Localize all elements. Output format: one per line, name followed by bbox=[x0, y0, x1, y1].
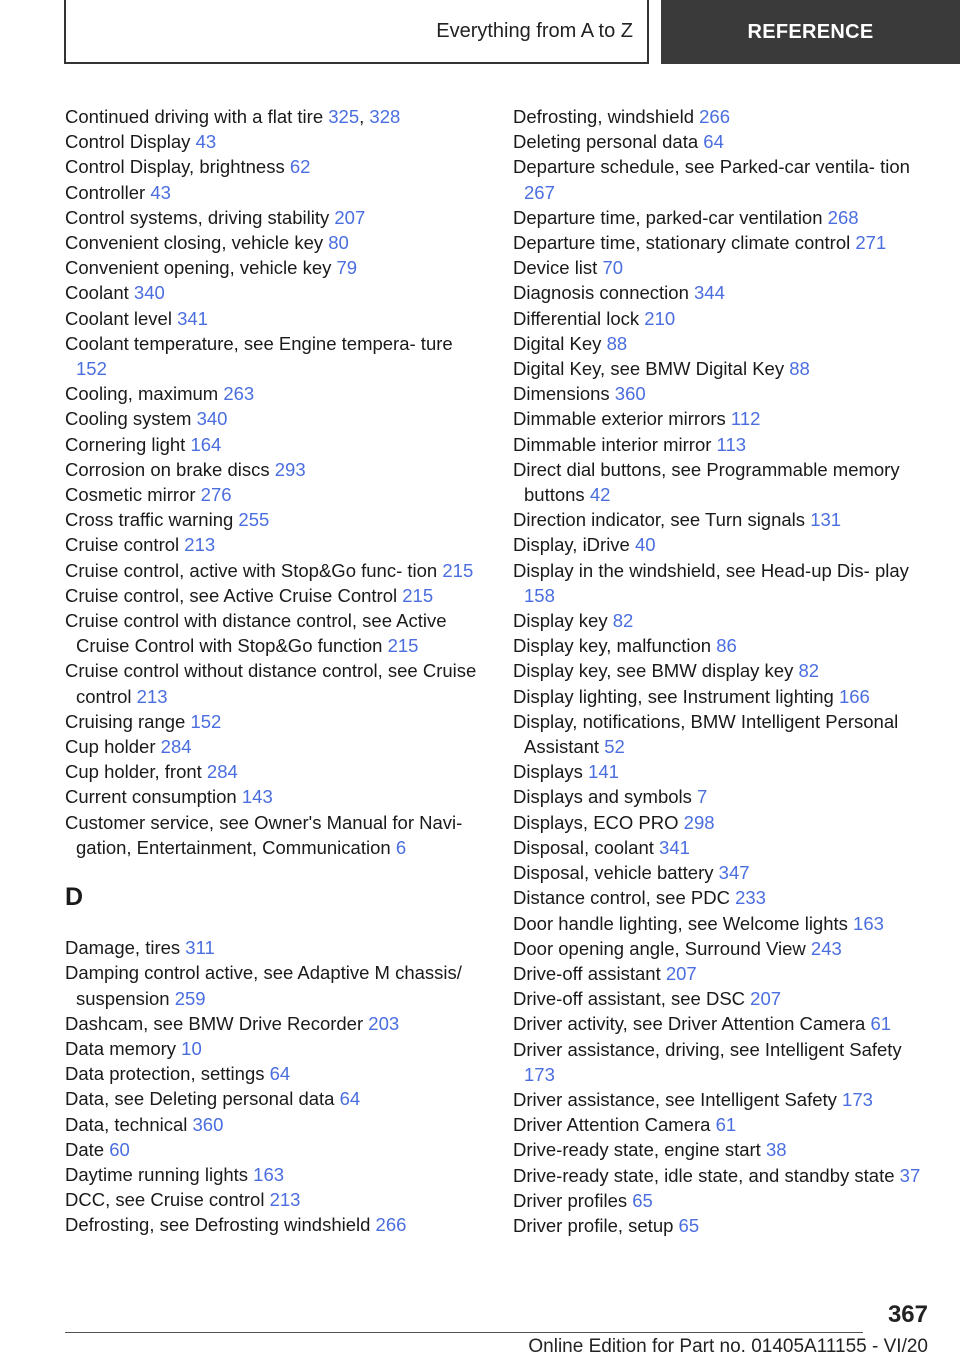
index-entry bbox=[65, 759, 480, 784]
page-reference-link[interactable]: 259 bbox=[174, 987, 206, 1009]
page-reference-link[interactable]: 266 bbox=[699, 106, 730, 127]
index-entry-term: Drive-off assistant bbox=[513, 962, 661, 984]
page-reference-link[interactable]: 43 bbox=[195, 131, 217, 153]
index-entry-term: Distance control, see PDC bbox=[513, 887, 730, 909]
index-entry bbox=[65, 1187, 480, 1212]
index-entry bbox=[513, 835, 923, 860]
index-entry-term: Cornering light bbox=[65, 433, 186, 455]
index-entry bbox=[65, 1212, 480, 1237]
page-reference-link[interactable]: 271 bbox=[855, 232, 887, 254]
index-entry bbox=[65, 608, 480, 658]
index-entry bbox=[65, 129, 480, 154]
page-reference-link[interactable]: 7 bbox=[697, 786, 708, 808]
index-entry-term: Drive-ready state, engine start bbox=[513, 1139, 761, 1161]
index-entry bbox=[65, 457, 480, 482]
page-reference-link[interactable]: 267 bbox=[524, 181, 555, 203]
index-entry-term: Control Display, brightness bbox=[65, 156, 285, 178]
page-reference-link[interactable]: 37 bbox=[899, 1164, 921, 1186]
index-entry bbox=[513, 457, 923, 507]
page-reference-link[interactable]: 328 bbox=[369, 106, 401, 127]
index-entry-term: Drive-ready state, idle state, and standby state bbox=[513, 1164, 895, 1186]
index-entry bbox=[513, 331, 923, 356]
index-entry bbox=[513, 1087, 923, 1112]
index-entry bbox=[65, 205, 480, 230]
index-entry-term: Dimmable exterior mirrors bbox=[513, 408, 726, 430]
index-entry-term: Coolant temperature, see Engine tempera‐ ture bbox=[65, 332, 453, 354]
index-entry-term: Controller bbox=[65, 181, 146, 203]
page-reference-link[interactable]: 163 bbox=[853, 912, 884, 934]
index-entry-term: Cruise control, see Active Cruise Control bbox=[65, 584, 398, 606]
index-entry-term: Dimensions bbox=[513, 383, 610, 405]
index-entry bbox=[513, 280, 923, 305]
index-entry bbox=[513, 608, 923, 633]
page-reference-link[interactable]: 70 bbox=[602, 257, 624, 279]
index-entry-term: Coolant level bbox=[65, 307, 172, 329]
index-entry-term: Driver assistance, driving, see Intelligent Safety bbox=[513, 1038, 902, 1060]
index-entry bbox=[513, 1188, 923, 1213]
page-reference-link[interactable]: 340 bbox=[196, 408, 228, 430]
index-entry bbox=[513, 911, 923, 936]
index-entry-term: Cooling, maximum bbox=[65, 383, 219, 405]
index-entry-term: Departure schedule, see Parked-car ventila‐ tion bbox=[513, 156, 910, 178]
page-reference-link[interactable]: 163 bbox=[253, 1163, 285, 1185]
index-entry bbox=[513, 205, 923, 230]
page-reference-link[interactable]: 311 bbox=[185, 937, 215, 959]
page-reference-link[interactable]: 62 bbox=[289, 156, 311, 178]
index-entry bbox=[65, 507, 480, 532]
page-reference-link[interactable]: 233 bbox=[735, 887, 766, 909]
header-section bbox=[64, 0, 649, 64]
index-entry-term: Data memory bbox=[65, 1037, 177, 1059]
index-entry-term: Data, technical bbox=[65, 1113, 188, 1135]
index-entry bbox=[513, 684, 923, 709]
page-reference-link[interactable]: 64 bbox=[339, 1088, 361, 1110]
index-entry bbox=[65, 1162, 480, 1187]
index-entry-term: Cooling system bbox=[65, 408, 192, 430]
page-reference-link[interactable]: 325 bbox=[328, 106, 360, 127]
page-reference-link[interactable]: 341 bbox=[659, 836, 690, 858]
index-entry-term: Cosmetic mirror bbox=[65, 484, 196, 506]
page-reference-link[interactable]: 88 bbox=[789, 358, 810, 380]
index-entry-term: Deleting personal data bbox=[513, 131, 699, 153]
page-reference-link[interactable]: 243 bbox=[810, 937, 842, 959]
page-reference-link[interactable]: 40 bbox=[635, 534, 656, 556]
index-entry bbox=[65, 1061, 480, 1086]
index-entry-term: Control systems, driving stability bbox=[65, 206, 330, 228]
header-section-title: Everything from A to Z bbox=[436, 19, 633, 42]
index-entry-term: Customer service, see Owner's Manual for Navi‐ gation, Entertainment, Communication bbox=[65, 811, 463, 858]
index-entry-term: Current consumption bbox=[65, 786, 237, 808]
index-entry-term: Departure time, parked-car ventilation bbox=[513, 206, 823, 228]
index-entry bbox=[513, 1037, 923, 1087]
page-reference-link[interactable]: 263 bbox=[223, 383, 255, 405]
page-reference-link[interactable]: 82 bbox=[798, 660, 820, 682]
index-entry-term: Cup holder, front bbox=[65, 761, 202, 783]
page-reference-link[interactable]: 341 bbox=[177, 307, 208, 329]
index-entry-term: Direction indicator, see Turn signals bbox=[513, 509, 806, 531]
index-entry bbox=[513, 1163, 923, 1188]
page-reference-link[interactable]: 268 bbox=[827, 206, 859, 228]
index-entry bbox=[65, 734, 480, 759]
page-reference-link[interactable]: 86 bbox=[716, 635, 737, 657]
index-entry bbox=[65, 558, 480, 583]
index-entry bbox=[65, 406, 480, 431]
index-entry bbox=[513, 759, 923, 784]
index-entry bbox=[513, 961, 923, 986]
index-entry bbox=[65, 180, 480, 205]
page-reference-link[interactable]: 266 bbox=[375, 1214, 407, 1236]
page-reference-link[interactable]: 340 bbox=[133, 282, 165, 304]
index-entry-term: Driver assistance, see Intelligent Safety bbox=[513, 1088, 837, 1110]
page-reference-link[interactable]: 213 bbox=[184, 534, 216, 556]
index-entry-term: Dimmable interior mirror bbox=[513, 433, 712, 455]
page-reference-link[interactable]: 215 bbox=[387, 635, 419, 657]
index-entry-term: Cruise control, active with Stop&Go func‐ tion bbox=[65, 559, 438, 581]
index-entry-term: Displays bbox=[513, 761, 583, 783]
page-reference-link[interactable]: 210 bbox=[644, 307, 676, 329]
footer-divider bbox=[65, 1332, 863, 1333]
page-number: 367 bbox=[887, 1301, 928, 1328]
index-entry bbox=[513, 230, 923, 255]
page-reference-link[interactable]: 88 bbox=[606, 332, 628, 354]
index-entry-term: Driver Attention Camera bbox=[513, 1114, 711, 1136]
index-entry-term: Differential lock bbox=[513, 307, 640, 329]
page-reference-link[interactable]: 42 bbox=[589, 484, 611, 506]
index-entry bbox=[513, 432, 923, 457]
page-reference-link[interactable]: 65 bbox=[632, 1189, 653, 1211]
page-reference-link[interactable]: 113 bbox=[716, 433, 747, 455]
index-entry bbox=[65, 230, 480, 255]
page-reference-link[interactable]: 152 bbox=[190, 710, 222, 732]
index-entry bbox=[65, 482, 480, 507]
index-entry bbox=[513, 507, 923, 532]
index-entry-term: Display key bbox=[513, 610, 608, 632]
header-chapter-title: REFERENCE bbox=[747, 20, 874, 43]
index-entry bbox=[65, 280, 480, 305]
index-entry-term: Convenient closing, vehicle key bbox=[65, 232, 324, 254]
page-reference-link[interactable]: 64 bbox=[269, 1063, 291, 1085]
page-reference-link[interactable]: 61 bbox=[715, 1114, 737, 1136]
page-reference-link[interactable]: 112 bbox=[730, 408, 761, 430]
index-entry-term: Departure time, stationary climate control bbox=[513, 232, 851, 254]
page-reference-link[interactable]: 360 bbox=[614, 383, 646, 405]
page-reference-link[interactable]: 64 bbox=[703, 131, 724, 153]
page-reference-link[interactable]: 173 bbox=[524, 1063, 555, 1085]
index-entry bbox=[513, 1137, 923, 1162]
page-reference-link[interactable]: 131 bbox=[810, 509, 842, 531]
index-entry bbox=[513, 154, 923, 204]
page-reference-link[interactable]: 82 bbox=[612, 610, 634, 632]
index-entry bbox=[513, 406, 923, 431]
index-entry bbox=[513, 356, 923, 381]
page-reference-link[interactable]: 65 bbox=[678, 1214, 700, 1236]
page-reference-link[interactable]: 143 bbox=[241, 786, 273, 808]
page-reference-link[interactable]: 276 bbox=[200, 484, 232, 506]
index-entry-term: Display key, see BMW display key bbox=[513, 660, 794, 682]
page-reference-link[interactable]: 152 bbox=[76, 358, 107, 380]
index-entry bbox=[65, 306, 480, 331]
index-entry-term: Control Display bbox=[65, 131, 191, 153]
index-entry bbox=[513, 936, 923, 961]
index-entry-term: Door opening angle, Surround View bbox=[513, 937, 806, 959]
index-entry-term: Convenient opening, vehicle key bbox=[65, 257, 332, 279]
page-reference-link[interactable]: 255 bbox=[238, 509, 270, 531]
index-entry-term: Digital Key, see BMW Digital Key bbox=[513, 358, 785, 380]
index-entry-term: Daytime running lights bbox=[65, 1163, 249, 1185]
index-entry-term: Disposal, coolant bbox=[513, 836, 654, 858]
index-entry bbox=[65, 381, 480, 406]
index-entry-term: Dashcam, see BMW Drive Recorder bbox=[65, 1012, 364, 1034]
index-entry-term: Data protection, settings bbox=[65, 1063, 265, 1085]
index-entry bbox=[513, 532, 923, 557]
page-reference-link[interactable]: 284 bbox=[206, 761, 238, 783]
index-entry bbox=[65, 1036, 480, 1061]
index-entry-term: Display, iDrive bbox=[513, 534, 630, 556]
index-entry bbox=[65, 532, 480, 557]
page-reference-link[interactable]: 203 bbox=[368, 1012, 400, 1034]
page-reference-link[interactable]: 213 bbox=[136, 685, 168, 707]
page-reference-link[interactable]: 158 bbox=[524, 584, 555, 606]
page-reference-link[interactable]: 6 bbox=[395, 836, 407, 858]
page-reference-link[interactable]: 215 bbox=[402, 584, 434, 606]
index-entry bbox=[65, 935, 480, 960]
index-entry bbox=[65, 810, 480, 860]
page-reference-link[interactable]: 10 bbox=[181, 1037, 202, 1059]
index-entry-term: Cruise control without distance control, see Cruise control bbox=[65, 660, 477, 707]
index-entry-term: Damage, tires bbox=[65, 937, 181, 959]
index-entry bbox=[513, 129, 923, 154]
page-reference-link[interactable]: 80 bbox=[328, 232, 349, 254]
page-reference-link[interactable]: 215 bbox=[442, 559, 474, 581]
index-entry-term: Cruise control bbox=[65, 534, 180, 556]
index-entry-term: Cruising range bbox=[65, 710, 186, 732]
index-entry: Continued driving with a flat tire 325, 328 bbox=[65, 106, 401, 127]
index-entry-term: Cruise control with distance control, see Active Cruise Control with Stop&Go function bbox=[65, 610, 447, 657]
index-entry-term: Cross traffic warning bbox=[65, 509, 234, 531]
index-entry bbox=[513, 255, 923, 280]
index-entry bbox=[513, 658, 923, 683]
index-entry-term: Display key, malfunction bbox=[513, 635, 712, 657]
index-column-right bbox=[513, 104, 923, 1238]
index-entry bbox=[65, 1137, 480, 1162]
index-entry bbox=[513, 1213, 923, 1238]
index-entry-term: Display, notifications, BMW Intelligent Personal Assistant bbox=[513, 710, 899, 758]
page-reference-link[interactable]: 347 bbox=[718, 862, 750, 884]
index-entry-term: Drive-off assistant, see DSC bbox=[513, 988, 746, 1010]
index-entry-term: Digital Key bbox=[513, 332, 602, 354]
page-reference-link[interactable]: 79 bbox=[336, 257, 358, 279]
index-entry bbox=[513, 885, 923, 910]
index-entry bbox=[65, 960, 480, 1010]
index-entry-term: Date bbox=[65, 1138, 105, 1160]
page-reference-link[interactable]: 141 bbox=[588, 761, 619, 783]
index-letter-heading: D bbox=[65, 883, 84, 912]
page-reference-link[interactable]: 60 bbox=[109, 1138, 130, 1160]
index-entry-term: Corrosion on brake discs bbox=[65, 458, 270, 480]
page-reference-link[interactable]: 38 bbox=[765, 1139, 787, 1161]
index-entry-term: Defrosting, windshield bbox=[513, 106, 694, 127]
header-chapter bbox=[661, 0, 960, 64]
index-entry bbox=[513, 860, 923, 885]
index-entry-term: Device list bbox=[513, 257, 598, 279]
index-entry bbox=[65, 432, 480, 457]
index-entry bbox=[65, 583, 480, 608]
index-entry-term: DCC, see Cruise control bbox=[65, 1189, 265, 1211]
index-entry bbox=[513, 558, 923, 608]
index-entry bbox=[513, 810, 923, 835]
index-entry-term: Data, see Deleting personal data bbox=[65, 1088, 335, 1110]
page-reference-link[interactable]: 213 bbox=[269, 1189, 301, 1211]
index-entry bbox=[513, 1011, 923, 1036]
page-reference-link[interactable]: 344 bbox=[694, 282, 725, 304]
page-reference-link[interactable]: 61 bbox=[870, 1013, 892, 1035]
page-reference-link[interactable]: 284 bbox=[160, 736, 192, 758]
index-entry-term: Disposal, vehicle battery bbox=[513, 862, 714, 884]
page-reference-link[interactable]: 173 bbox=[842, 1088, 873, 1110]
index-entry-term: Driver activity, see Driver Attention Camera bbox=[513, 1013, 866, 1035]
page-reference-link[interactable]: 164 bbox=[190, 433, 222, 455]
index-entry-term: Display lighting, see Instrument lighting bbox=[513, 685, 834, 707]
index-column-left bbox=[65, 104, 480, 1238]
index-entry-term: Displays and symbols bbox=[513, 786, 692, 808]
index-entry-term: Continued driving with a flat tire bbox=[65, 106, 324, 127]
index-entry bbox=[513, 1112, 923, 1137]
index-entry-term: Driver profiles bbox=[513, 1189, 628, 1211]
index-entry bbox=[513, 709, 923, 759]
index-entry bbox=[513, 306, 923, 331]
footer-edition: Online Edition for Part no. 01405A11155 - VI/20 bbox=[528, 1336, 928, 1357]
index-entry bbox=[65, 154, 480, 179]
index-entry-term: Damping control active, see Adaptive M chassis/ suspension bbox=[65, 962, 462, 1009]
page-reference-link[interactable]: 207 bbox=[750, 988, 782, 1010]
page-reference-link[interactable]: 43 bbox=[150, 181, 171, 203]
index-entry-term: Diagnosis connection bbox=[513, 282, 689, 304]
index-entry-term: Display in the windshield, see Head-up Dis‐ play bbox=[513, 559, 909, 581]
index-entry bbox=[513, 104, 923, 129]
page-reference-link[interactable]: 207 bbox=[334, 206, 366, 228]
index-entry-term: Door handle lighting, see Welcome lights bbox=[513, 912, 848, 934]
index-entry-term: Direct dial buttons, see Programmable memory buttons bbox=[513, 458, 900, 506]
index-entry-term: Cup holder bbox=[65, 736, 156, 758]
index-entry bbox=[65, 255, 480, 280]
page-reference-link[interactable]: 360 bbox=[192, 1113, 224, 1135]
index-entry bbox=[513, 633, 923, 658]
index-entry-term: Driver profile, setup bbox=[513, 1214, 674, 1236]
page-reference-link[interactable]: 207 bbox=[665, 962, 697, 984]
index-entry bbox=[65, 784, 480, 809]
index-entry bbox=[65, 1086, 480, 1111]
index-entry bbox=[513, 784, 923, 809]
index-entry bbox=[65, 709, 480, 734]
index-entry-term: Defrosting, see Defrosting windshield bbox=[65, 1214, 371, 1236]
index-entry-term: Coolant bbox=[65, 282, 129, 304]
page-reference-link[interactable]: 293 bbox=[274, 458, 306, 480]
index-entry-term: Displays, ECO PRO bbox=[513, 811, 679, 833]
index-entry bbox=[65, 1011, 480, 1036]
index-entry bbox=[65, 658, 480, 708]
page-reference-link[interactable]: 166 bbox=[838, 685, 870, 707]
index-entry bbox=[513, 381, 923, 406]
index-entry bbox=[65, 1112, 480, 1137]
page-reference-link[interactable]: 298 bbox=[683, 811, 715, 833]
index-entry bbox=[513, 986, 923, 1011]
index-entry bbox=[65, 331, 480, 381]
page-reference-link[interactable]: 52 bbox=[604, 736, 625, 758]
